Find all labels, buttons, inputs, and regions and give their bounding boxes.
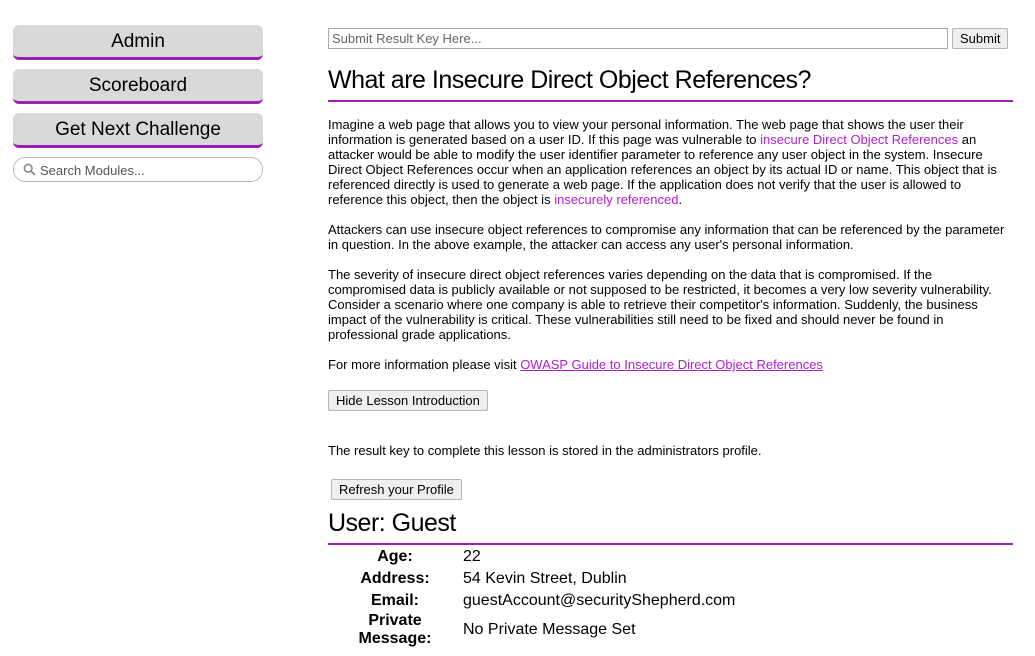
address-value: 54 Kevin Street, Dublin [463,570,627,587]
table-row [329,590,735,612]
result-key-note: The result key to complete this lesson is stored in the administrators profile. [328,443,762,458]
result-key-input[interactable] [328,28,948,49]
search-input[interactable] [38,159,257,181]
private-message-value: No Private Message Set [463,621,636,638]
age-label: Age: [377,548,413,565]
owasp-guide-link[interactable]: OWASP Guide to Insecure Direct Object References [520,357,823,372]
email-label: Email: [370,592,419,609]
sidebar [13,25,263,182]
refresh-profile-button[interactable]: Refresh your Profile [331,479,462,500]
insecurely-referenced-link[interactable]: insecurely referenced [554,192,679,207]
idor-link[interactable]: insecure Direct Object References [760,132,959,147]
lesson-paragraph-2: Attackers can use insecure object references to compromise any information that can be referenced by the parameter in question. In the above example, the attacker can access any user's personal information. [328,222,1005,252]
lesson-paragraph-1 [328,117,1013,207]
search-icon [23,163,36,176]
lesson-paragraph-4 [328,357,1013,372]
result-key-form [328,28,1013,49]
submit-button[interactable]: Submit [952,28,1008,49]
email-value: guestAccount@securityShepherd.com [463,592,736,609]
table-row [329,546,735,568]
p4-prefix: For more information please visit [328,357,521,372]
address-label: Address: [360,570,430,587]
admin-button[interactable]: Admin [13,25,263,60]
get-next-challenge-button[interactable]: Get Next Challenge [13,113,263,148]
profile-table [329,546,735,648]
p1-text-c: . [678,192,683,207]
p1-text-a: Imagine a web page that allows you to view your personal information. The web page that shows the user their information is generated based on a user ID. If this page was vulnerable to [328,117,964,147]
table-row [329,568,735,590]
table-row [329,612,735,648]
age-value: 22 [463,548,481,565]
private-message-label: Private Message: [358,612,432,647]
lesson-body [328,117,1013,500]
p1-text-b: an attacker would be able to modify the user identifier parameter to reference any user object in the system. Insecure Direct Object References occur when an application references an object by its actual ID or name. This object that is referenced directly is used to generate a web page. If the application does not verify that the user is allowed to reference this object, then the object is [328,132,997,207]
module-search [13,157,263,182]
hide-lesson-intro-button[interactable]: Hide Lesson Introduction [328,390,488,411]
lesson-paragraph-3: The severity of insecure direct object references varies depending on the data that is compromised. If the compromised data is publicly available or not supposed to be restricted, it becomes a very low severity vulnerability. Consider a scenario where one company is able to retrieve their competitor's information. Suddenly, the business impact of the vulnerability is critical. These vulnerabilities still need to be fixed and should never be found in professional grade applications. [328,267,992,342]
lesson-title: What are Insecure Direct Object References? [328,66,811,94]
scoreboard-button[interactable]: Scoreboard [13,69,263,104]
profile-title: User: Guest [328,509,456,537]
profile-divider [328,543,1013,545]
main-content [328,28,1013,647]
title-divider [328,100,1013,102]
